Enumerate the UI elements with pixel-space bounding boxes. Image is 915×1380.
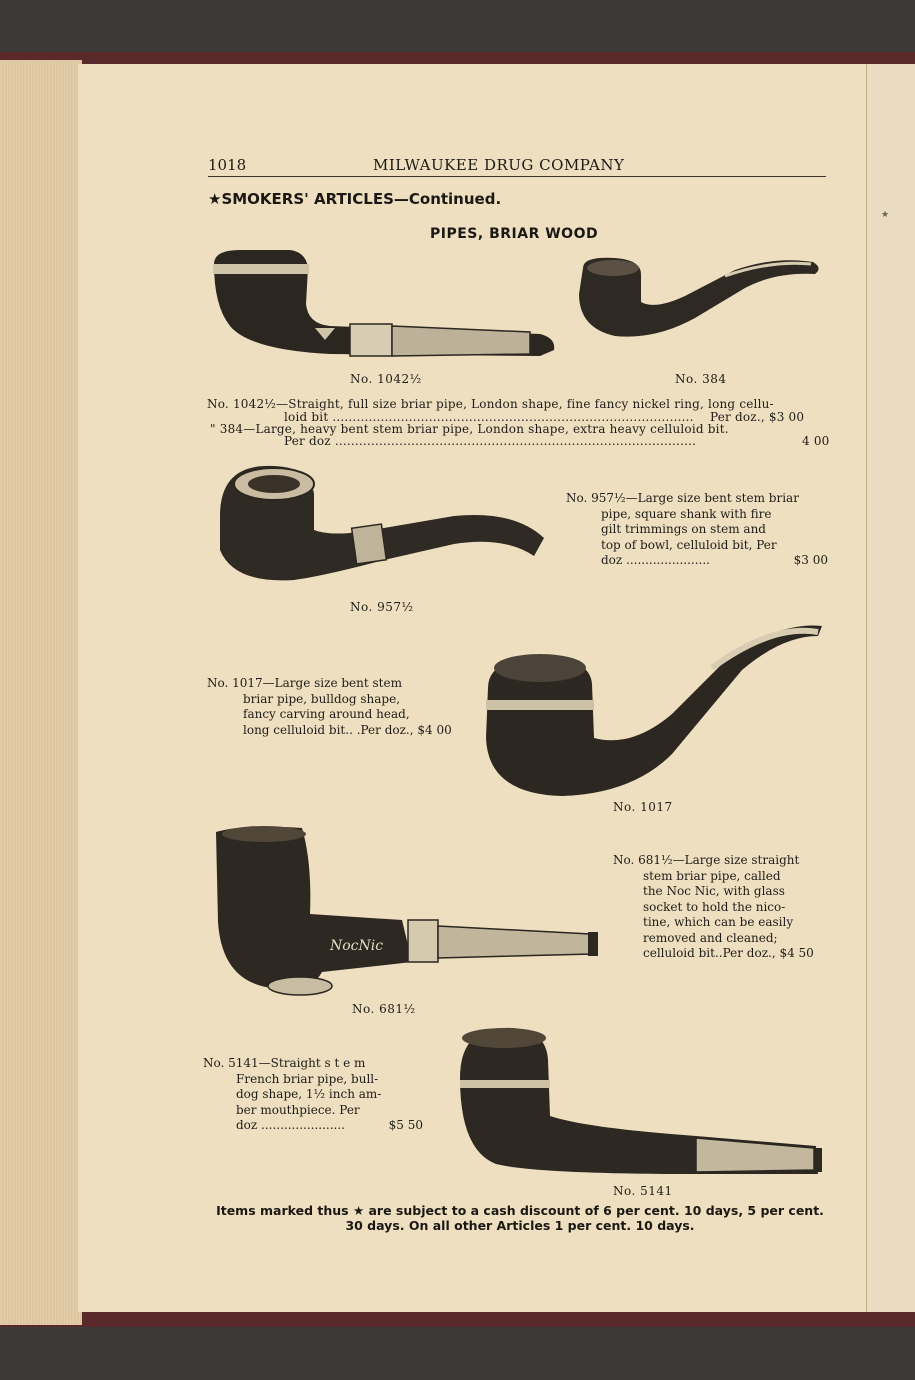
- caption-957: No. 957½: [350, 600, 414, 614]
- desc-957-line2: pipe, square shank with fire: [601, 506, 772, 521]
- caption-384: No. 384: [675, 372, 727, 386]
- desc-1017-line4: long celluloid bit.. .Per doz., $4 00: [243, 722, 452, 737]
- desc-681-line4: socket to hold the nico-: [643, 899, 786, 914]
- subsection-title: PIPES, BRIAR WOOD: [430, 226, 599, 242]
- pipe-384-illustration: [575, 254, 825, 344]
- desc-957-line3: gilt trimmings on stem and: [601, 522, 766, 536]
- desc-681-line5: tine, which can be easily: [643, 915, 794, 929]
- desc-681-line6: removed and cleaned;: [643, 930, 778, 945]
- desc-1042-line2: loid bit ..........................................................................................: [284, 410, 694, 424]
- page-title: MILWAUKEE DRUG COMPANY: [373, 156, 625, 174]
- desc-681-line1: No. 681½—Large size straight: [613, 853, 800, 867]
- desc-5141-line5: doz ......................: [236, 1118, 345, 1132]
- desc-681: [613, 853, 814, 962]
- pipe-1042-illustration: [210, 246, 560, 366]
- desc-957-line5: doz ......................: [601, 553, 710, 567]
- desc-1042-line1: No. 1042½—Straight, full size briar pipe, London shape, fine fancy nickel ring, long cellu-: [207, 397, 774, 411]
- discount-footer: [200, 1203, 840, 1233]
- price-5141: $5 50: [388, 1118, 423, 1132]
- noc-nic-label: NocNic: [330, 938, 384, 954]
- footer-line2: 30 days. On all other Articles 1 per cent. 10 days.: [345, 1218, 695, 1233]
- desc-384-line2: Per doz ..........................................................................................: [284, 434, 697, 448]
- section-title: ★SMOKERS' ARTICLES—Continued.: [208, 190, 502, 208]
- caption-681: No. 681½: [352, 1002, 416, 1016]
- desc-681-line3: the Noc Nic, with glass: [643, 884, 785, 898]
- page-header: [208, 156, 826, 177]
- desc-5141-line1: No. 5141—Straight s t e m: [203, 1056, 366, 1070]
- footer-line1: Items marked thus ★ are subject to a cash discount of 6 per cent. 10 days, 5 per cent.: [216, 1203, 824, 1218]
- price-1042: Per doz., $3 00: [710, 410, 805, 424]
- desc-957: [566, 491, 828, 569]
- desc-1017-line2: briar pipe, bulldog shape,: [243, 691, 401, 706]
- adjacent-page-edge: ★: [866, 64, 915, 1312]
- caption-1017: No. 1017: [613, 800, 673, 814]
- desc-1017-line1: No. 1017—Large size bent stem: [207, 676, 402, 690]
- pipe-957-illustration: [214, 460, 554, 590]
- pipe-1017-illustration: [482, 618, 827, 798]
- page-edges: [0, 60, 82, 1325]
- caption-5141: No. 5141: [613, 1184, 673, 1198]
- desc-1017: [207, 676, 452, 738]
- desc-957-line4: top of bowl, celluloid bit, Per: [601, 537, 777, 552]
- caption-1042: No. 1042½: [350, 372, 422, 386]
- desc-957-line1: No. 957½—Large size bent stem briar: [566, 491, 799, 505]
- page-number: 1018: [208, 156, 247, 174]
- price-384: 4 00: [802, 434, 830, 448]
- price-957: $3 00: [793, 553, 828, 567]
- desc-5141-line3: dog shape, 1½ inch am-: [236, 1087, 382, 1101]
- desc-5141: [203, 1056, 423, 1134]
- desc-5141-line4: ber mouthpiece. Per: [236, 1102, 360, 1117]
- desc-1017-line3: fancy carving around head,: [243, 707, 410, 721]
- desc-681-line2: stem briar pipe, called: [643, 868, 781, 883]
- pipe-681-illustration: [212, 822, 602, 1000]
- desc-384-line1: " 384—Large, heavy bent stem briar pipe, London shape, extra heavy celluloid bit.: [210, 422, 729, 436]
- desc-5141-line2: French briar pipe, bull-: [236, 1071, 379, 1086]
- desc-681-line7: celluloid bit..Per doz., $4 50: [643, 946, 814, 960]
- pipe-5141-illustration: [456, 1024, 828, 1184]
